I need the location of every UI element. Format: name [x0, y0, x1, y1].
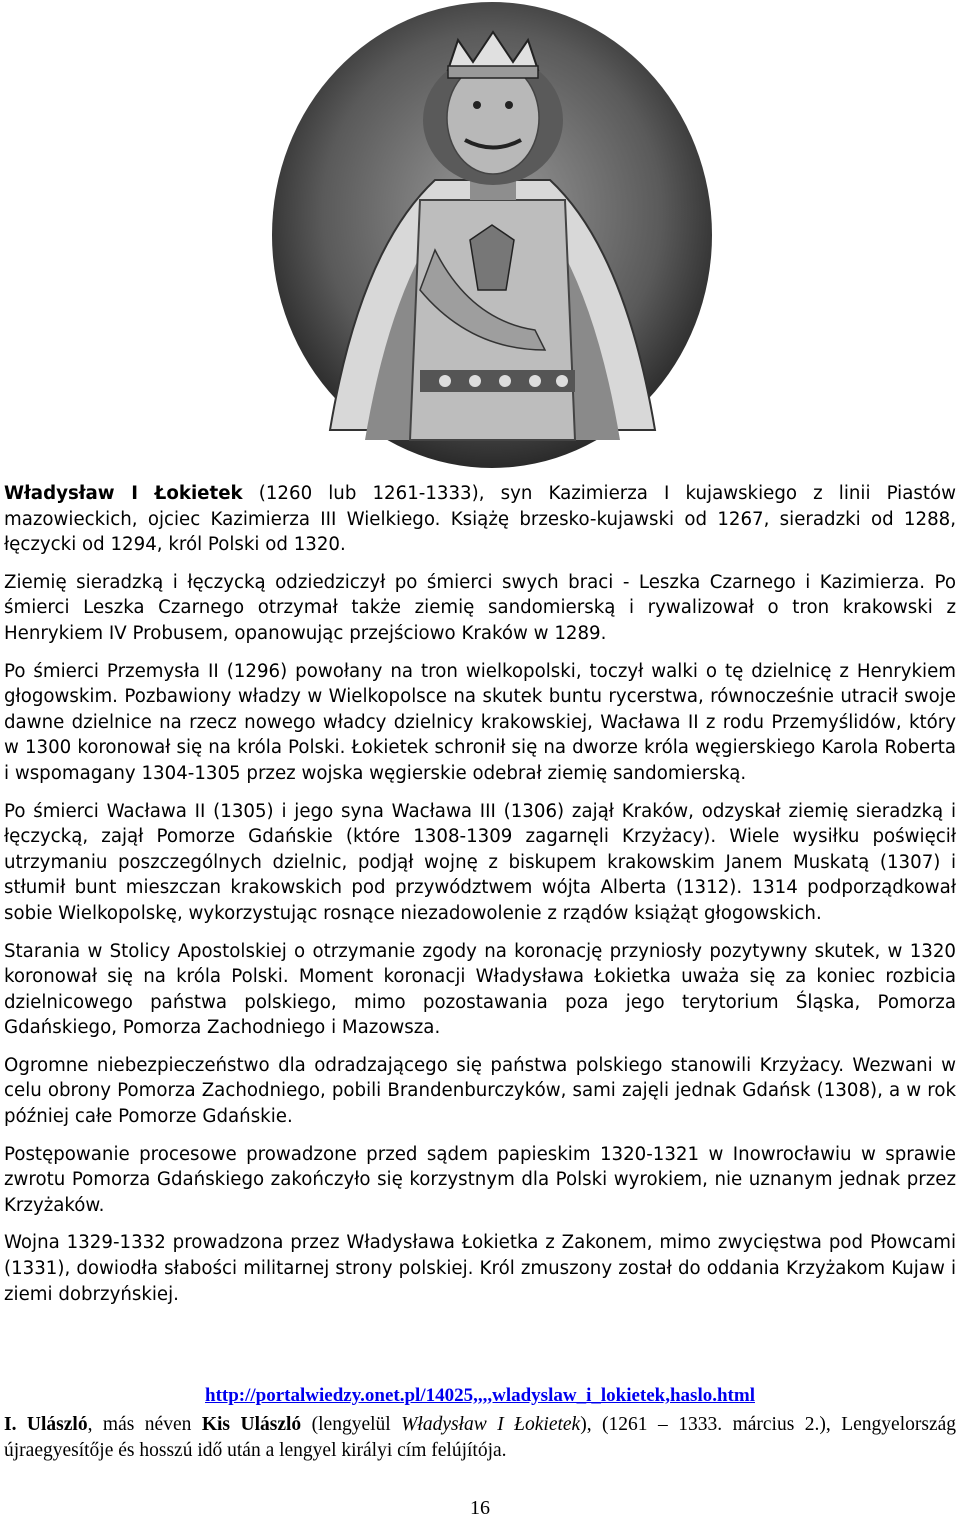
hu-name-1: I. Ulászló [4, 1414, 88, 1435]
portrait-image [270, 0, 715, 470]
paragraph-3: Po śmierci Przemysła II (1296) powołany na tron wielkopolski, toczył walki o tę dzielnicę z Henrykiem głogowskim. Pozbawiony władzy w Wielkopolsce na skutek buntu rycerstwa, równocześnie utracił swoje dawne dzielnice na rzecz nowego władcy dzielnicy krakowskiej, Wacława II z rodu Przemyślidów, który w 1300 koronował się na króla Polski. Łokietek schronił się na dworze króla węgierskiego Karola Roberta i wspomagany 1304-1305 przez wojska węgierskie odebrał ziemię sandomierską. [4, 660, 956, 784]
hu-text-1: , más néven [87, 1414, 202, 1435]
hungarian-paragraph [4, 1412, 956, 1464]
paragraph-7: Postępowanie procesowe prowadzone przed sądem papieskim 1320-1321 w Inowrocławiu w sprawie zwrotu Pomorza Gdańskiego zakończyło się korzystnym dla Polski wyrokiem, nie uznanym jednak przez Krzyżaków. [4, 1143, 956, 1216]
article-body [4, 481, 956, 1319]
paragraph-1-text: (1260 lub 1261-1333), syn Kazimierza I kujawskiego z linii Piastów mazowieckich, ojciec Kazimierza III Wielkiego. Książę brzesko-kujawski od 1267, sieradzki od 1288, łęczycki od 1294, król Polski od 1320. [4, 483, 956, 556]
paragraph-6: Ogromne niebezpieczeństwo dla odradzającego się państwa polskiego stanowili Krzyżacy. Wezwani w celu obrony Pomorza Zachodniego, pobili Brandenburczyków, sami zajęli jednak Gdańsk (1308), a w rok później całe Pomorze Gdańskie. [4, 1054, 956, 1128]
hu-name-2: Kis Ulászló [201, 1414, 302, 1435]
paragraph-5: Starania w Stolicy Apostolskiej o otrzymanie zgody na koronację przyniosły pozytywny skutek, w 1320 koronował się na króla Polski. Moment koronacji Władysława Łokietka uważa się za koniec rozbicia dzielnicowego państwa polskiego, mimo pozostawania poza jego terytorium Śląska, Pomorza Gdańskiego, Pomorza Zachodniego i Mazowsza. [4, 940, 956, 1039]
paragraph-8: Wojna 1329-1332 prowadzona przez Władysława Łokietka z Zakonem, mimo zwycięstwa pod Płowcami (1331), dowiodła słabości militarnej strony polskiej. Król zmuszony został do oddania Krzyżakom Kujaw i ziemi dobrzyńskiej. [4, 1232, 956, 1305]
ruler-name: Władysław I Łokietek [4, 483, 243, 504]
hu-text-2: (lengyelül [301, 1414, 402, 1435]
paragraph-4: Po śmierci Wacława II (1305) i jego syna Wacława III (1306) zajął Kraków, odzyskał ziemię sieradzką i łęczycką, zajął Pomorze Gdańskie (które 1308-1309 zagarnęli Krzyżacy). Wiele wysiłku poświęcił utrzymaniu poszczególnych dzielnic, podjął wojnę z biskupem krakowskim Janem Muskatą (1307) i stłumił bunt mieszczan krakowskich pod przywództwem wójta Alberta (1312). 1314 podporządkował sobie Wielkopolskę, wykorzystując rosnące niezadowolenie z rządów książąt głogowskich. [4, 800, 956, 924]
hu-polish-name: Władysław I Łokietek [401, 1414, 581, 1435]
paragraph-1 [4, 481, 956, 558]
hu-text-3: ), (1261 – 1333. március 2.), Lengyelország újraegyesítője és hosszú idő után a lengyel királyi cím felújítója. [4, 1414, 957, 1461]
page-number: 16 [470, 1497, 490, 1519]
source-link[interactable]: http://portalwiedzy.onet.pl/14025,,,,wladyslaw_i_lokietek,haslo.html [205, 1385, 755, 1406]
paragraph-2: Ziemię sieradzką i łęczycką odziedziczył po śmierci swych braci - Leszka Czarnego i Kazimierza. Po śmierci Leszka Czarnego otrzymał także ziemię sandomierską i rywalizował o tron krakowski z Henrykiem IV Probusem, opanowując przejściowo Kraków w 1289. [4, 571, 956, 644]
